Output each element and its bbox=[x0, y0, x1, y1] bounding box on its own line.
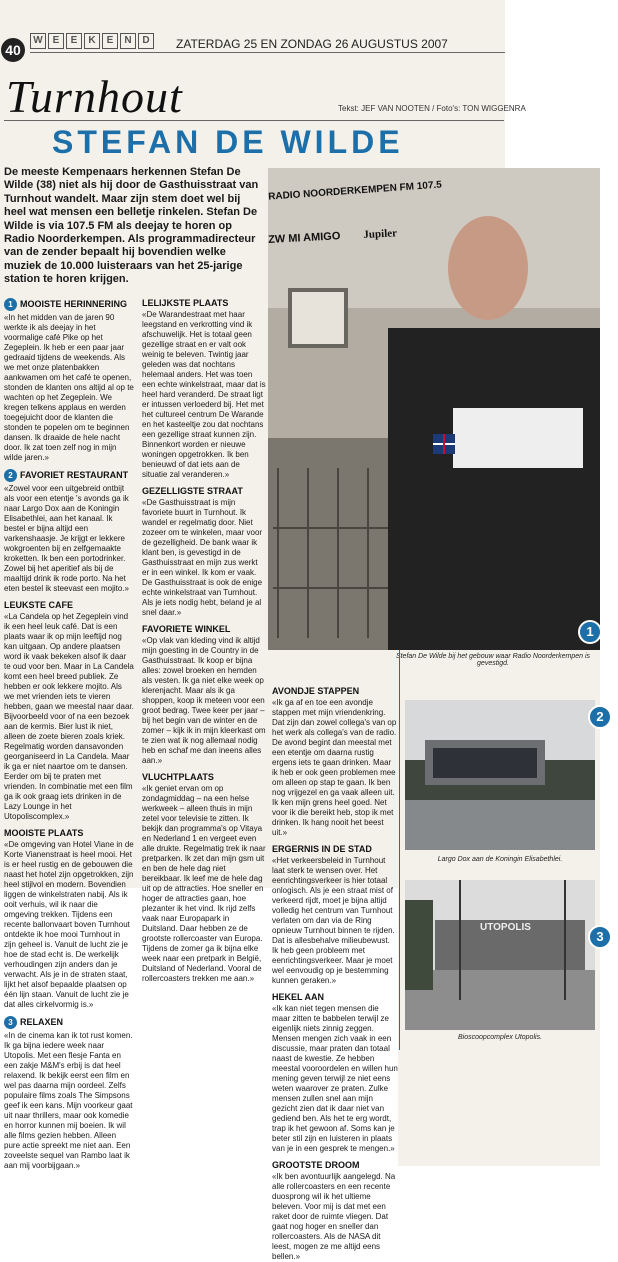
number-badge: 2 bbox=[4, 469, 17, 482]
section-heading: VLUCHTPLAATS bbox=[142, 772, 214, 782]
restaurant-photo bbox=[405, 700, 595, 850]
section-letter: D bbox=[138, 33, 154, 49]
section-text: «Ik kan niet tegen mensen die maar zitten te babbelen terwijl ze eigenlijk niets zinnig zeggen. Mensen mengen zich vaak in een discussie, maar praten dan totaal naast de kwestie. Ze hebben meestal vooroordelen en willen hun mening geven terwijl ze niet eens weten waarover ze praten. Zulke mensen zullen snel aan mijn gezicht zien dat ik daar niet van gediend ben. Als het te erg wordt, trap ik het gewoon af. Soms kan je beter stil zijn en luisteren in plaats van je in een gesprek te mengen.» bbox=[272, 1004, 398, 1153]
article-column-4 bbox=[272, 680, 398, 1262]
section-heading: 1 MOOISTE HERINNERING bbox=[4, 298, 134, 311]
section-heading: HEKEL AAN bbox=[272, 992, 325, 1002]
section-heading: LEUKSTE CAFE bbox=[4, 600, 74, 610]
section-text: «Zowel voor een uitgebreid ontbijt als voor een etentje 's avonds ga ik naar Largo Dox aan de Koningin Elisabethlei, aan het kanaal. Ik bestel er bijna altijd een varkenshaasje. Je krijgt er lekkere wokgroenten bij en zelfgemaakte kroketten. Ik ben een portodrinker. Zowel bij het aperitief als bij de maaltijd drink ik rode porto. Na het eten bestel ik steevast een mojito.» bbox=[4, 484, 129, 593]
number-badge: 1 bbox=[4, 298, 17, 311]
section-letter: N bbox=[120, 33, 136, 49]
number-badge: 3 bbox=[588, 925, 612, 949]
section-letter: W bbox=[30, 33, 46, 49]
cinema-photo bbox=[405, 880, 595, 1030]
section-text: «In de cinema kan ik tot rust komen. Ik ga bijna iedere week naar Utopolis. Met een flesje Fanta en een zakje M&M's erbij is dat heel relaxend. Ik bekijk eerst een film en wel pas daarna mijn oordeel. Zelfs populaire films zoals The Simpsons geef ik een kans. Mijn voorkeur gaat uit naar thrillers, maar ook komedie en horror kunnen mij boeien. Ik wil alle films gezien hebben. Alleen pure actie spreekt me niet aan. Een zoveelste sequel van Rambo laat ik aan mij voorbijgaan.» bbox=[4, 1031, 133, 1170]
photo-caption: Largo Dox aan de Koningin Elisabethlei. bbox=[437, 856, 563, 863]
section-letter: K bbox=[84, 33, 100, 49]
radio-sign: RADIO NOORDERKEMPEN FM 107.5 bbox=[268, 179, 443, 203]
section-text: «La Candela op het Zegeplein vind ik een heel leuk café. Dat is een plaats waar ik op mijn leeftijd nog kan uitgaan. Op andere plaatsen word ik vaak bekeken alsof ik daar te oud voor ben. Maar in La Candela komt een heel breed publiek. Ze hebben er ook lekkere mojito. Als we met vrienden iets te vieren hebben, gaan we meestal naar daar. Bijvoorbeeld voor of na een bezoek aan de kermis. Bier lust ik niet, alleen de zoete bieren zoals kriek. Regelmatig worden dansavonden georganiseerd in La Candela. Maar ik ga er niet naartoe om te dansen. Eerder om bij te praten met vrienden. In combinatie met een film ga ik ook graag iets drinken in de Lazy Lounge in het Utopoliscomplex.» bbox=[4, 612, 134, 821]
section-letter: E bbox=[66, 33, 82, 49]
section-heading: AVONDJE STAPPEN bbox=[272, 686, 360, 696]
section-heading: 2 FAVORIET RESTAURANT bbox=[4, 469, 134, 482]
section-text: «Ik ben avontuurlijk aangelegd. Na alle rollercoasters en een recente duosprong wil ik het ultieme beleven. Voor mij is dat met een raket door de ruimte vliegen. Dat gaat nog hoger en sneller dan rollercoasters. Als de NASA dit leest, mogen ze me altijd eens bellen.» bbox=[272, 1172, 396, 1261]
section-heading: LELIJKSTE PLAATS bbox=[142, 298, 229, 308]
article-column-1 bbox=[4, 292, 134, 1171]
section-text: «Ik ga af en toe een avondje stappen met mijn vriendenkring. Dat zijn dan zowel collega's van op het werk als collega's van de radio. De avond begint dan meestal met een etentje om daarna rustig ergens iets te gaan drinken. Maar ik heb er ook geen problemen mee om alleen op stap te gaan. Ik ben nog vrijgezel en ga vaak alleen uit. Ik ken mijn grens heel goed. Net voor ik die bereikt heb, stop ik met drinken. Ik hang nooit het beest uit.» bbox=[272, 698, 397, 837]
main-photo bbox=[268, 168, 600, 650]
section-text: «Op vlak van kleding vind ik altijd mijn goesting in de Country in de Gasthuisstraat. Ik koop er bijna alles: zowel broeken en hemden als vesten. Ik ga niet elke week op klerenjacht. Maar als ik ga shoppen, koop ik meteen voor een groot bedrag. Twee keer per jaar – bij het begin van de winter en de zomer – kijk ik in mijn kleerkast om te zien wat ik nog allemaal nodig heb en schaf me dan ineens alles aan.» bbox=[142, 636, 266, 765]
section-heading: ERGERNIS IN DE STAD bbox=[272, 844, 372, 854]
city-title: Turnhout bbox=[6, 71, 183, 122]
section-heading: 3 RELAXEN bbox=[4, 1016, 134, 1029]
credits: Tekst: JEF VAN NOOTEN / Foto's: TON WIGGENRA bbox=[338, 104, 526, 113]
utopolis-sign: UTOPOLIS bbox=[480, 922, 531, 933]
section-text: «Het verkeersbeleid in Turnhout laat sterk te wensen over. Het eenrichtingsverkeer is hier totaal onlogisch. Als je een straat mist of verkeerd rijdt, moet je bijna altijd volledig het centrum van Turnhout verlaten om dan via de Ring opnieuw Turnhout binnen te rijden. Dat is allesbehalve milieubewust. Ik heb geen probleem met eenrichtingsverkeer. Maar je moet wel eenvoudig op je bestemming kunnen geraken.» bbox=[272, 856, 395, 985]
dateline: ZATERDAG 25 EN ZONDAG 26 AUGUSTUS 2007 bbox=[176, 37, 448, 51]
article-column-2 bbox=[142, 292, 266, 984]
divider bbox=[399, 650, 400, 1050]
divider bbox=[30, 52, 505, 53]
number-badge: 2 bbox=[588, 705, 612, 729]
headline: STEFAN DE WILDE bbox=[52, 124, 404, 160]
page-number: 40 bbox=[1, 38, 25, 62]
section-text: «Ik geniet ervan om op zondagmiddag – na een helse werkweek – alleen thuis in mijn zetel voor televisie te zitten. Ik bekijk dan programma's op Vitaya en Nederland 1 en vergeet even alle drukte. Regelmatig trek ik naar pretparken. Ik zet dan mijn gsm uit en ben de hele dag niet bereikbaar. Ik leef me de hele dag uit op de attracties. Hoe sneller en hoger de attracties gaan, hoe plezanter ik het vind. Ik rijd zelfs vaak naar Europapark in Duitsland. Daar hebben ze de grootste rollercoaster van Europa. Tijdens de zomer ga ik bijna elke week naar een pretpark in België, Duitsland of Nederland. Vooral de rollercoasters trekken me aan.» bbox=[142, 784, 266, 983]
section-text: «De Gasthuisstraat is mijn favoriete buurt in Turnhout. Ik wandel er regelmatig door. Niet zozeer om te winkelen, maar voor de gezelligheid. De bank waar ik klant ben, is gevestigd in de Gasthuisstraat en mijn zus werkt er in een winkel. Ik kom er vaak. De Gasthuisstraat is ook de enige echte winkelstraat van Turnhout. Als je iets nodig hebt, beland je al snel daar.» bbox=[142, 498, 263, 617]
section-heading: MOOISTE PLAATS bbox=[4, 828, 84, 838]
section-letter: E bbox=[48, 33, 64, 49]
radio-sign-2: ZW MI AMIGO Jupiler bbox=[268, 227, 398, 247]
number-badge: 3 bbox=[4, 1016, 17, 1029]
section-letter: E bbox=[102, 33, 118, 49]
photo-caption: Bioscoopcomplex Utopolis. bbox=[457, 1034, 543, 1041]
divider bbox=[4, 120, 504, 121]
section-text: «De Warandestraat met haar leegstand en verkrotting vind ik afschuwelijk. Het is totaal geen gezellige straat en er valt ook weinig te beleven. Twintig jaar geleden was dat nochtans helemaal anders. Het was toen een echte winkelstraat, maar dat is heel hard veranderd. De straat ligt er intussen verloederd bij. Het met het cultureel centrum De Warande en het kasteeltje zou dat nochtans een gezellige straat kunnen zijn. Binnenkort worden er nieuwe woningen opgetrokken. Ik ben benieuwd of dat iets aan de situatie zal veranderen.» bbox=[142, 310, 266, 479]
section-label bbox=[30, 33, 154, 47]
section-heading: FAVORIETE WINKEL bbox=[142, 624, 231, 634]
section-heading: GROOTSTE DROOM bbox=[272, 1160, 360, 1170]
section-heading: GEZELLIGSTE STRAAT bbox=[142, 486, 243, 496]
photo-caption: Stefan De Wilde bij het gebouw waar Radio Noorderkempen is gevestigd. bbox=[395, 653, 591, 667]
intro-paragraph: De meeste Kempenaars herkennen Stefan De Wilde (38) niet als hij door de Gasthuisstraat van Turnhout wandelt. Maar zijn stem doet wel bij heel wat mensen een belletje rinkelen. Stefan De Wilde is via 107.5 FM als deejay te horen op Radio Noorderkempen. Als programmadirecteur van de zender bepaalt hij bovendien welke muziek de 10.000 luisteraars van het 25-jarige station te horen krijgen. bbox=[4, 166, 259, 286]
section-text: «In het midden van de jaren 90 werkte ik als deejay in het voormalige café Pike op het Zegeplein. Ik heb er een paar jaar gedraaid tijdens de weekends. Als we met onze platenbakken aankwamen om het café te openen, stonden de klanten ons altijd al op te wachten op het Zegeplein. We kregen telkens applaus en werden toegejuicht door de klanten die stonden te popelen om te beginnen dansen. Ik draaide de hele nacht door. Ik zat toen zelf nog in mijn wilde jaren.» bbox=[4, 313, 134, 462]
number-badge: 1 bbox=[578, 620, 602, 644]
section-text: «De omgeving van Hotel Viane in de Korte Vianenstraat is heel mooi. Het is er heel rustig en de gebouwen die naast het hotel zijn opgetrokken, zijn heel stijlvol en modern. Bovendien liggen de winkelstraten nabij. Als ik ooit verhuis, wil ik naar die omgeving trekken. Tijdens een recente ballonvaart boven Turnhout ontdekte ik hoe mooi Turnhout in zijn geheel is. Vanuit de lucht zie je hoe de stad echt is. De werkelijk verhoudingen zijn anders dan je verwacht. Als je in de straten staat, lijkt het alsof bepaalde plaatsen op één lijn staan. Vanuit de lucht zie je dat alles cirkelvormig is.» bbox=[4, 840, 134, 1009]
